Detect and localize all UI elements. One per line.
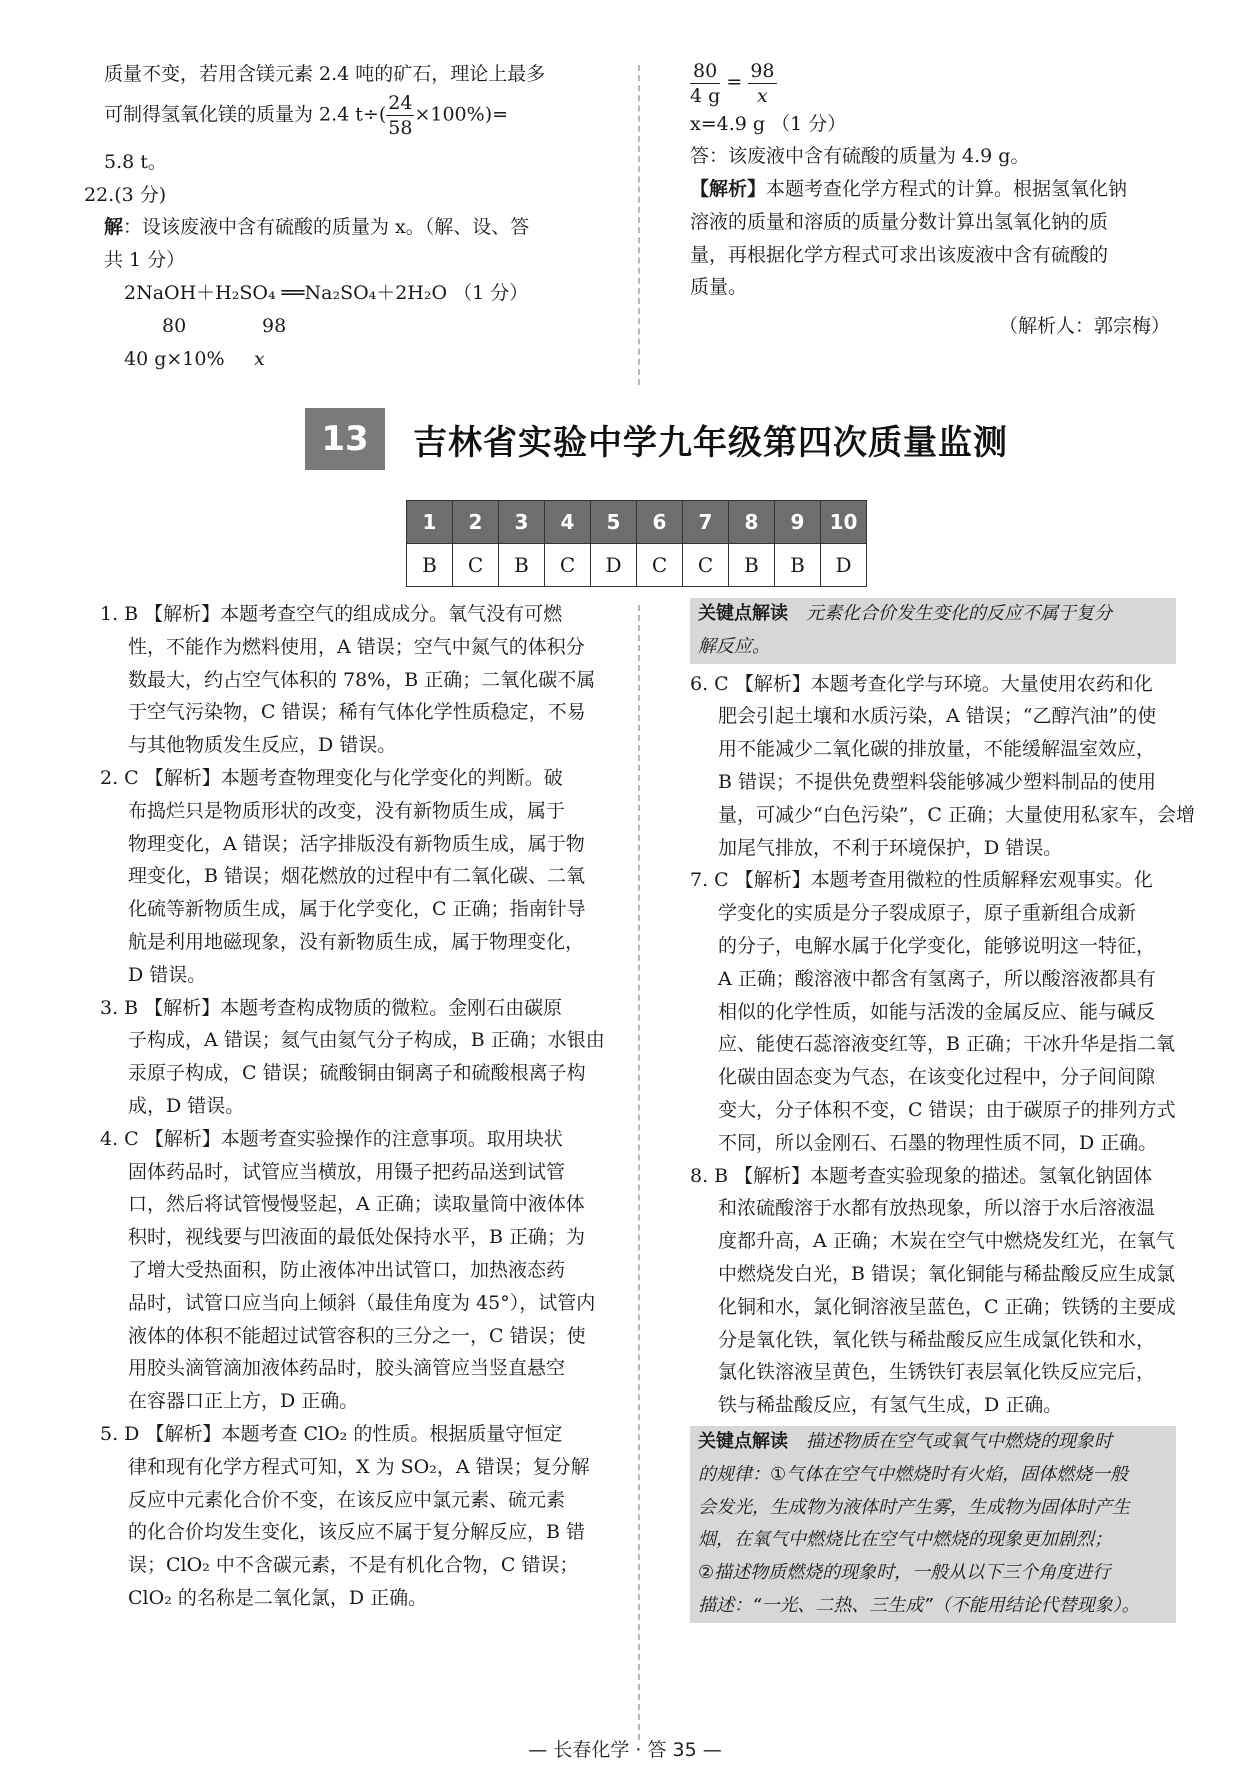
- question-number-cell: 7: [683, 501, 729, 544]
- coef-h2so4: 98: [262, 314, 287, 337]
- text-line: ②描述物质燃烧的现象时，一般从以下三个角度进行: [698, 1562, 1111, 1584]
- text-line: 用不能减少二氧化碳的排放量，不能缓解温室效应，: [718, 738, 1156, 761]
- analysis-label: 【解析】: [690, 178, 767, 201]
- text-line: 质量。: [690, 276, 748, 299]
- column-divider: [638, 605, 640, 1740]
- text-line: 5.8 t。: [104, 150, 167, 173]
- text-line: 烟，在氧气中燃烧比在空气中燃烧的现象更加剧烈；: [698, 1529, 1112, 1551]
- text-line: 数最大，约占空气体积的 78%，B 正确；二氧化碳不属: [128, 668, 596, 691]
- text-line: 量，再根据化学方程式可求出该废液中含有硫酸的: [690, 243, 1109, 266]
- answer-cell: D: [821, 544, 867, 587]
- text-line: 化铜和水，氯化铜溶液呈蓝色，C 正确；铁锈的主要成: [718, 1295, 1176, 1318]
- text-line: 布捣烂只是物质形状的改变，没有新物质生成，属于: [128, 799, 566, 822]
- question-number-cell: 3: [499, 501, 545, 544]
- question-number-cell: 2: [453, 501, 499, 544]
- text-line: 化硫等新物质生成，属于化学变化，C 正确；指南针导: [128, 898, 586, 921]
- key-point-text: 元素化合价发生变化的反应不属于复分: [806, 603, 1112, 624]
- answer-cell: B: [499, 544, 545, 587]
- text-line: 口，然后将试管慢慢竖起，A 正确；读取量筒中液体体: [128, 1193, 585, 1216]
- text-line: 氯化铁溶液呈黄色，生锈铁钉表层氧化铁反应完后，: [718, 1361, 1156, 1384]
- text-line: ClO₂ 的名称是二氧化氯，D 正确。: [128, 1586, 428, 1609]
- question-number-row: [407, 501, 867, 544]
- text-line: 性，不能作为燃料使用，A 错误；空气中氮气的体积分: [128, 635, 585, 658]
- text-line: 6. C 【解析】本题考查化学与环境。大量使用农药和化: [690, 672, 1153, 695]
- text-line: 会发光，生成物为液体时产生雾，生成物为固体时产生: [698, 1496, 1130, 1518]
- fraction-denominator: 4 g: [690, 84, 721, 107]
- explanation-item-7: [690, 864, 1176, 1159]
- text-line: 度都升高，A 正确；木炭在空气中燃烧发红光，在氧气: [718, 1230, 1175, 1253]
- key-point-label: 关键点解读: [698, 1430, 788, 1452]
- text-line: 学变化的实质是分子裂成原子，原子重新组合成新: [718, 902, 1137, 925]
- top-right-column: [690, 58, 1170, 343]
- text-line: 4. C 【解析】本题考查实验操作的注意事项。取用块状: [100, 1127, 563, 1150]
- question-number-cell: 8: [729, 501, 775, 544]
- question-number-cell: 6: [637, 501, 683, 544]
- answer-cell: B: [729, 544, 775, 587]
- text-line: 反应中元素化合价不变，在该反应中氯元素、硫元素: [128, 1488, 566, 1511]
- text-line: 品时，试管口应当向上倾斜（最佳角度为 45°），试管内: [128, 1291, 596, 1314]
- section-number-badge: 13: [305, 408, 385, 470]
- text-line: 溶液的质量和溶质的质量分数计算出氢氧化钠的质: [690, 210, 1109, 233]
- text-fragment: 可制得氢氧化镁的质量为 2.4 t÷(: [104, 103, 387, 126]
- text-line: 描述：“一光、二热、三生成”（不能用结论代替现象）。: [698, 1594, 1140, 1616]
- text-line: 不同，所以金刚石、石墨的物理性质不同，D 正确。: [718, 1131, 1158, 1154]
- text-line: 变大，分子体积不变，C 错误；由于碳原子的排列方式: [718, 1098, 1176, 1121]
- text-line: 液体的体积不能超过试管容积的三分之一，C 错误；使: [128, 1324, 586, 1347]
- key-point-label: 关键点解读: [698, 603, 788, 624]
- text-line: 了增大受热面积，防止液体冲出试管口，加热液态药: [128, 1258, 566, 1281]
- question-number-cell: 4: [545, 501, 591, 544]
- text-line: 律和现有化学方程式可知，X 为 SO₂，A 错误；复分解: [128, 1455, 590, 1478]
- text-line: 固体药品时，试管应当横放，用镊子把药品送到试管: [128, 1160, 566, 1183]
- explanation-item-4: [100, 1123, 612, 1418]
- answer-key-table: [406, 500, 867, 587]
- explanation-item-3: [100, 992, 612, 1123]
- analyst-credit: （解析人：郭宗梅）: [998, 315, 1170, 338]
- page-footer: — 长春化学 · 答 35 —: [528, 1739, 722, 1761]
- text-line: 和浓硫酸溶于水都有放热现象，所以溶于水后溶液温: [718, 1197, 1156, 1220]
- coef-naoh: 80: [162, 314, 187, 337]
- text-line: 加尾气排放，不利于环境保护，D 错误。: [718, 836, 1063, 859]
- answer-cell: B: [775, 544, 821, 587]
- chemical-equation: 2NaOH＋H₂SO₄ ══Na₂SO₄＋2H₂O （1 分）: [124, 281, 529, 304]
- ratio-line: [690, 58, 1170, 108]
- fraction: [386, 91, 414, 140]
- equation-row-1: [104, 310, 610, 343]
- text-line: 5. D 【解析】本题考查 ClO₂ 的性质。根据质量守恒定: [100, 1422, 563, 1445]
- answer-cell: B: [407, 544, 453, 587]
- text-line: B 错误；不提供免费塑料袋能够减少塑料制品的使用: [718, 770, 1157, 793]
- text-line: 量，可减少“白色污染”，C 正确；大量使用私家车，会增: [718, 803, 1196, 826]
- text-line: 1. B 【解析】本题考查空气的组成成分。氧气没有可燃: [100, 603, 563, 625]
- text-line: 积时，视线要与凹液面的最低处保持水平，B 正确；为: [128, 1226, 586, 1249]
- answer-cell: C: [637, 544, 683, 587]
- text-line: 的规律：①气体在空气中燃烧时有火焰，固体燃烧一般: [698, 1463, 1129, 1485]
- text-line: 3. B 【解析】本题考查构成物质的微粒。金刚石由碳原: [100, 996, 563, 1019]
- explanation-item-5: [100, 1418, 612, 1615]
- key-point-box: [690, 1426, 1176, 1623]
- text-line: 误；ClO₂ 中不含碳元素，不是有机化合物，C 错误；: [128, 1554, 579, 1577]
- text-line: 2. C 【解析】本题考查物理变化与化学变化的判断。破: [100, 766, 563, 789]
- mass-naoh: 40 g×10%: [124, 347, 225, 370]
- text-line: 中燃烧发白光，B 错误；氧化铜能与稀盐酸反应生成氯: [718, 1262, 1176, 1285]
- analysis-paragraph: [690, 173, 1170, 304]
- fraction: [748, 59, 776, 108]
- text-line: 物理变化，A 错误；活字排版没有新物质生成，属于物: [128, 832, 585, 855]
- bottom-right-column: [690, 598, 1196, 1623]
- question-number-cell: 10: [821, 501, 867, 544]
- answer-cell: C: [683, 544, 729, 587]
- text-line: 的化合价均发生变化，该反应不属于复分解反应，B 错: [128, 1521, 586, 1544]
- text-line: 肥会引起土壤和水质污染，A 错误；“乙醇汽油”的使: [718, 705, 1157, 728]
- text-line: 质量不变，若用含镁元素 2.4 吨的矿石，理论上最多: [104, 63, 546, 85]
- answer-cell: C: [545, 544, 591, 587]
- text-line: [104, 91, 610, 140]
- mass-h2so4: x: [254, 347, 265, 370]
- text-line: D 错误。: [128, 963, 207, 986]
- text-line: 铁与稀盐酸反应，有氢气生成，D 正确。: [718, 1394, 1063, 1417]
- result-line: x=4.9 g （1 分）: [690, 112, 847, 135]
- fraction-numerator: 24: [388, 91, 413, 114]
- text-line: 应、能使石蕊溶液变红等，B 正确；干冰升华是指二氧: [718, 1033, 1176, 1056]
- explanation-item-2: [100, 762, 612, 992]
- fraction: [690, 59, 720, 108]
- key-point-box: [690, 598, 1176, 664]
- answer-cell: D: [591, 544, 637, 587]
- question-number-cell: 9: [775, 501, 821, 544]
- text-line: [698, 1426, 1168, 1459]
- answer-row: [407, 544, 867, 587]
- question-22-label: 22.(3 分): [84, 183, 167, 206]
- answer-line: 答：该废液中含有硫酸的质量为 4.9 g。: [690, 145, 1030, 168]
- text-line: 解反应。: [698, 635, 770, 657]
- section-title: 吉林省实验中学九年级第四次质量监测: [413, 422, 1008, 463]
- text-line: 化碳由固态变为气态，在该变化过程中，分子间间隙: [718, 1066, 1156, 1089]
- explanation-item-8: [690, 1160, 1176, 1422]
- equals-sign: =: [726, 71, 743, 93]
- text-line: 成，D 错误。: [128, 1094, 245, 1117]
- text-line: 相似的化学性质，如能与活泼的金属反应、能与碱反: [718, 1000, 1156, 1023]
- solve-text: ：设该废液中含有硫酸的质量为 x。（解、设、答: [123, 216, 530, 239]
- text-line: 共 1 分）: [104, 249, 186, 272]
- text-line: [104, 211, 610, 244]
- solve-label: 解: [104, 216, 124, 239]
- question-number-cell: 1: [407, 501, 453, 544]
- section-banner: [305, 408, 1008, 470]
- answer-cell: C: [453, 544, 499, 587]
- text-line: 子构成，A 错误；氦气由氦气分子构成，B 正确；水银由: [128, 1029, 605, 1052]
- text-fragment: ×100%)=: [414, 103, 509, 126]
- key-point-text: 描述物质在空气或氧气中燃烧的现象时: [806, 1430, 1112, 1452]
- fraction-denominator: x: [757, 84, 768, 107]
- text-line: 航是利用地磁现象，没有新物质生成，属于物理变化，: [128, 930, 585, 953]
- text-line: A 正确；酸溶液中都含有氢离子，所以酸溶液都具有: [718, 967, 1156, 990]
- fraction-numerator: 98: [750, 59, 775, 82]
- text-line: 在容器口正上方，D 正确。: [128, 1390, 359, 1413]
- fraction-denominator: 58: [388, 116, 413, 139]
- explanation-item-1: [100, 598, 612, 762]
- analysis-text: 本题考查化学方程式的计算。根据氢氧化钠: [766, 178, 1128, 201]
- column-divider: [638, 65, 640, 385]
- text-line: 理变化，B 错误；烟花燃放的过程中有二氧化碳、二氧: [128, 865, 586, 888]
- text-line: 分是氧化铁，氧化铁与稀盐酸反应生成氯化铁和水，: [718, 1328, 1156, 1351]
- text-line: 8. B 【解析】本题考查实验现象的描述。氢氧化钠固体: [690, 1164, 1153, 1187]
- question-number-cell: 5: [591, 501, 637, 544]
- text-line: 的分子，电解水属于化学变化，能够说明这一特征，: [718, 934, 1156, 957]
- text-line: 汞原子构成，C 错误；硫酸铜由铜离子和硫酸根离子构: [128, 1062, 586, 1085]
- text-line: 用胶头滴管滴加液体药品时，胶头滴管应当竖直悬空: [128, 1357, 566, 1380]
- text-line: 于空气污染物，C 错误；稀有气体化学性质稳定，不易: [128, 701, 586, 724]
- text-line: 与其他物质发生反应，D 错误。: [128, 734, 397, 757]
- text-line: 7. C 【解析】本题考查用微粒的性质解释宏观事实。化: [690, 869, 1153, 892]
- bottom-left-column: [100, 598, 612, 1615]
- top-left-column: [84, 58, 610, 375]
- equation-row-2: [104, 343, 610, 376]
- text-line: [698, 598, 1168, 631]
- explanation-item-6: [690, 668, 1196, 865]
- fraction-numerator: 80: [690, 59, 720, 84]
